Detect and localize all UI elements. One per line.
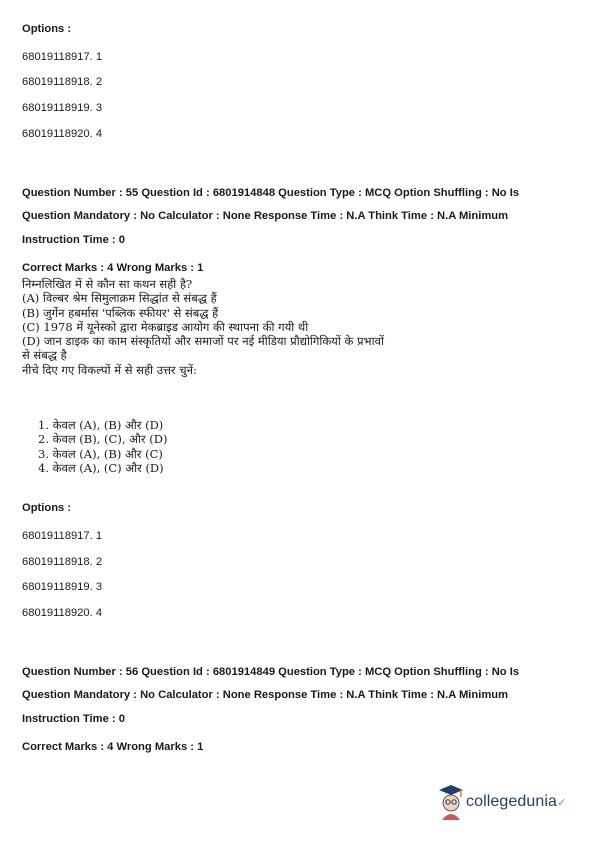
answer-choice: 1. केवल (A), (B) और (D) (38, 418, 164, 432)
marks-line: Correct Marks : 4 Wrong Marks : 1 (22, 262, 204, 274)
marks-line: Correct Marks : 4 Wrong Marks : 1 (22, 741, 204, 753)
answer-choice: 3. केवल (A), (B) और (C) (38, 446, 163, 461)
stem-line: (C) 1978 में यूनेस्को द्वारा मेकब्राइड आयोग की स्थापना की गयी थी (22, 319, 309, 334)
question-header-line: Question Mandatory : No Calculator : None Response Time : N.A Think Time : N.A Minimum (22, 210, 509, 222)
stem-line: (B) जुर्गेन हबर्मास 'पब्लिक स्फीयर' से संबद्ध हैं (22, 305, 219, 320)
answer-choice: 2. केवल (B), (C), और (D) (38, 432, 168, 447)
stem-line: निम्नलिखित में से कौन सा कथन सही है? (22, 277, 193, 291)
option-id: 68019118919. 3 (22, 581, 103, 593)
options-heading: Options : (22, 502, 72, 514)
option-id: 68019118918. 2 (22, 76, 103, 88)
graduate-mascot-icon (436, 782, 466, 822)
option-id: 68019118920. 4 (22, 128, 103, 140)
question-header-line: Question Number : 55 Question Id : 6801914848 Question Type : MCQ Option Shuffling : No Is (22, 187, 520, 199)
question-header-line: Instruction Time : 0 (22, 713, 125, 725)
option-id: 68019118918. 2 (22, 556, 103, 568)
stem-line: नीचे दिए गए विकल्पों में से सही उत्तर चुनें: (22, 362, 197, 377)
logo-wordmark: collegedunia✓ (466, 793, 567, 810)
question-stem (22, 277, 492, 377)
stem-line: (A) विल्बर श्रेम सिमुलाक्रम सिद्धांत से संबद्ध हैं (22, 291, 217, 306)
option-id: 68019118920. 4 (22, 607, 103, 619)
answer-choices (38, 418, 167, 476)
question-header-line: Question Number : 56 Question Id : 6801914849 Question Type : MCQ Option Shuffling : No Is (22, 666, 520, 678)
stem-line: (D) जान डाइक का काम संस्कृतियों और समाजों पर नई मीडिया प्रौद्योगिकियों के प्रभावों (22, 334, 384, 349)
answer-choice: 4. केवल (A), (C) और (D) (38, 461, 164, 476)
option-id: 68019118917. 1 (22, 51, 103, 63)
collegedunia-logo (436, 782, 576, 824)
question-header-line: Question Mandatory : No Calculator : None Response Time : N.A Think Time : N.A Minimum (22, 689, 509, 701)
option-id: 68019118919. 3 (22, 102, 103, 114)
question-header-line: Instruction Time : 0 (22, 234, 125, 246)
options-heading: Options : (22, 23, 72, 35)
option-id: 68019118917. 1 (22, 530, 103, 542)
stem-line: से संबद्ध है (22, 348, 67, 363)
